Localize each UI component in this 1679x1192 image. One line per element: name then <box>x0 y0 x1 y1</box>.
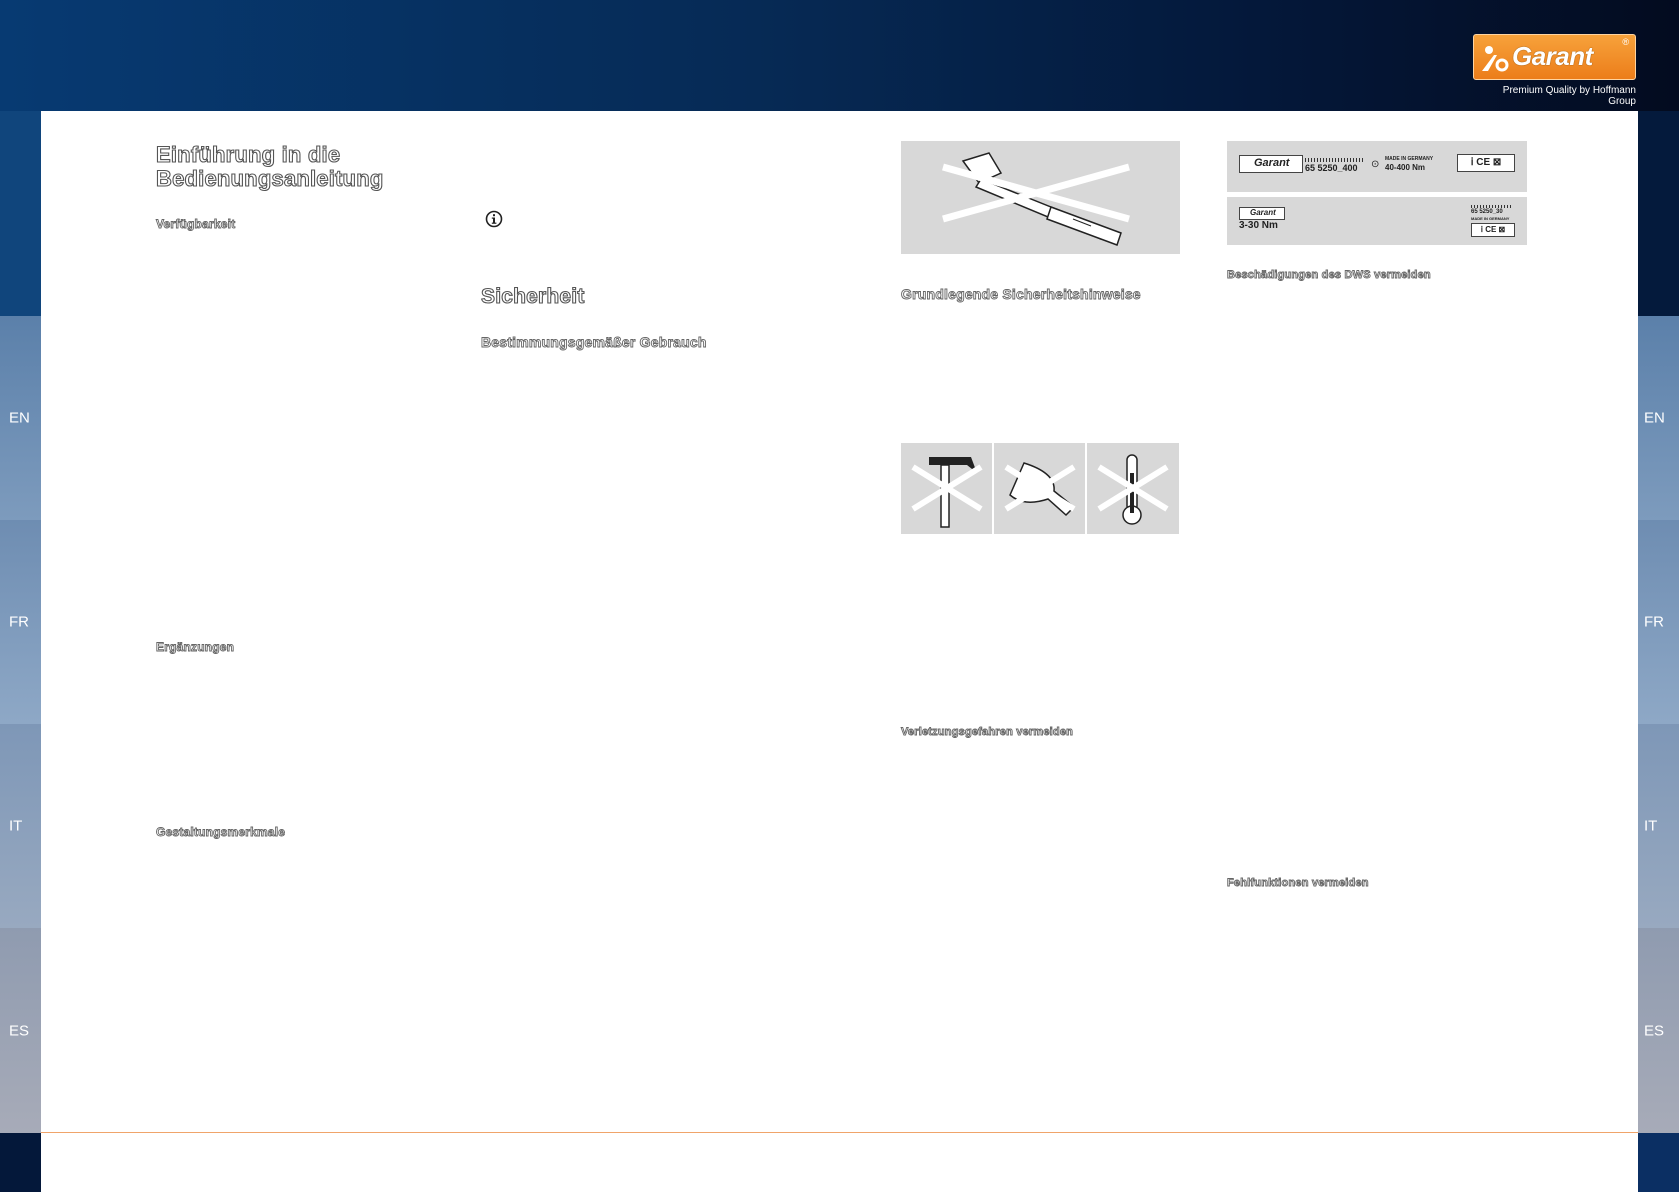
no-heat-box <box>1087 443 1179 534</box>
heading-intended-use: Bestimmungsgemäßer Gebrauch <box>481 334 707 350</box>
sidebar-blank-tab <box>1638 111 1679 316</box>
heading-basic-safety: Grundlegende Sicherheitshinweise <box>901 286 1141 302</box>
no-lever-extension-icon <box>901 141 1180 254</box>
heading-avoid-injury: Verletzungsgefahren vermeiden <box>901 726 1074 738</box>
no-lever-extension-image <box>901 141 1180 254</box>
plate2-brand-box: Garant <box>1239 207 1285 220</box>
heading-supplements: Ergänzungen <box>156 640 235 654</box>
tab-it-right[interactable]: IT <box>1638 724 1679 928</box>
no-heat-icon <box>1087 443 1179 534</box>
sidebar-bottom-block <box>0 1133 41 1192</box>
logo-text: Garant <box>1512 41 1593 71</box>
heading-avoid-damage: Beschädigungen des DWS vermeiden <box>1227 269 1431 281</box>
header-banner <box>0 0 1679 111</box>
heading-design-features: Gestaltungsmerkmale <box>156 825 286 839</box>
sidebar-bottom-block <box>1638 1133 1679 1192</box>
registered-mark: ® <box>1622 37 1629 47</box>
heading-safety: Sicherheit <box>481 285 585 308</box>
sidebar-blank-tab <box>0 111 41 316</box>
no-dropping-icon <box>994 443 1085 534</box>
tab-en-right[interactable]: EN <box>1638 316 1679 520</box>
tab-es-right[interactable]: ES <box>1638 928 1679 1133</box>
tab-es-left[interactable]: ES <box>0 928 41 1133</box>
type-label-plate-small <box>1227 197 1527 245</box>
garant-logo <box>1473 34 1636 80</box>
heading-availability: Verfügbarkeit <box>156 217 236 231</box>
plate2-article: 65 5250_30 <box>1471 209 1503 215</box>
tab-it-left[interactable]: IT <box>0 724 41 928</box>
tab-en-left[interactable]: EN <box>0 316 41 520</box>
footer-divider <box>41 1132 1638 1133</box>
plate1-article: 65 5250_400 <box>1305 163 1358 173</box>
plate2-range: 3-30 Nm <box>1239 220 1278 231</box>
tab-fr-right[interactable]: FR <box>1638 520 1679 724</box>
no-hammering-icon <box>901 443 992 534</box>
document-page <box>41 111 1638 1133</box>
plate2-barcode <box>1471 205 1513 208</box>
plate1-barcode <box>1305 158 1365 162</box>
garant-logo-mark-icon <box>1480 43 1510 73</box>
info-circle-icon <box>485 210 503 228</box>
plate1-made-in: MADE IN GERMANY <box>1385 156 1434 162</box>
plate1-range: 40-400 Nm <box>1385 163 1426 172</box>
plate1-brand-box: Garant <box>1239 155 1303 173</box>
tab-fr-left[interactable]: FR <box>0 520 41 724</box>
intro-title: Einführung in die Bedienungsanleitung <box>156 142 384 191</box>
plate2-made-in: MADE IN GERMANY <box>1471 216 1510 221</box>
plate2-ce-weee-icon: ⅰ CE ⊠ <box>1471 223 1515 237</box>
prohibition-icon-row <box>901 443 1179 534</box>
type-label-plate-large <box>1227 141 1527 192</box>
no-hammering-box <box>901 443 992 534</box>
heading-avoid-malfunction: Fehlfunktionen vermeiden <box>1227 877 1369 889</box>
logo-tagline: Premium Quality by Hoffmann Group <box>1502 85 1636 107</box>
plate1-calibration-icon: ⊙ <box>1371 159 1380 170</box>
no-dropping-box <box>994 443 1085 534</box>
plate1-ce-weee-icon: ⅰ CE ⊠ <box>1457 154 1515 172</box>
